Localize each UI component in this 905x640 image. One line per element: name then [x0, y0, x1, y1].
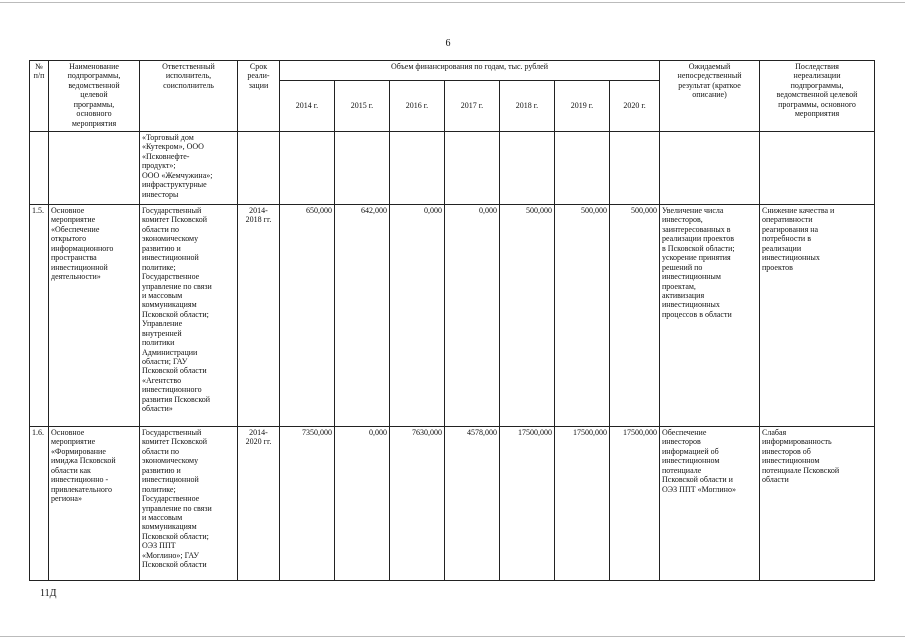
footer-code: 11Д	[40, 588, 57, 599]
cell-value	[280, 132, 335, 205]
cell-value: 17500,000	[500, 427, 555, 581]
cell-value: 650,000	[280, 205, 335, 427]
cell-value: 500,000	[610, 205, 660, 427]
cell-executor: «Торговый дом «Кутекром», ООО «Псковнефте- продукт»; ООО «Жемчужина»; инфраструктурные инвесторы	[140, 132, 238, 205]
cell-name: Основное мероприятие «Формирование имиджа Псковской области как инвестиционно - привлекательного региона»	[49, 427, 140, 581]
cell-result	[660, 132, 760, 205]
header-year: 2014 г.	[280, 81, 335, 132]
header-executor: Ответственный исполнитель, соисполнитель	[140, 61, 238, 132]
scan-edge-bottom	[0, 636, 905, 637]
cell-num	[30, 132, 49, 205]
header-year: 2019 г.	[555, 81, 610, 132]
cell-executor: Государственный комитет Псковской области по экономическому развитию и инвестиционной политике; Государственное управление по связи и массовым коммуникациям Псковской области; ОЭЗ ППТ «Моглино»; ГАУ Псковской области	[140, 427, 238, 581]
cell-value	[445, 132, 500, 205]
cell-result: Увеличение числа инвесторов, заинтересованных в реализации проектов в Псковской области; ускорение принятия решений по инвестиционным проектам, активизация инвестиционных процессов в области	[660, 205, 760, 427]
cell-value: 642,000	[335, 205, 390, 427]
cell-value: 0,000	[390, 205, 445, 427]
cell-num: 1.5.	[30, 205, 49, 427]
cell-value: 4578,000	[445, 427, 500, 581]
cell-value: 17500,000	[555, 427, 610, 581]
cell-value	[610, 132, 660, 205]
header-year: 2017 г.	[445, 81, 500, 132]
header-consequence: Последствия нереализации подпрограммы, ведомственной целевой программы, основного мероприятия	[760, 61, 875, 132]
cell-num: 1.6.	[30, 427, 49, 581]
cell-consequence: Снижение качества и оперативности реагирования на потребности в реализации инвестиционных проектов	[760, 205, 875, 427]
cell-consequence	[760, 132, 875, 205]
cell-value: 17500,000	[610, 427, 660, 581]
cell-consequence: Слабая информированность инвесторов об инвестиционном потенциале Псковской области	[760, 427, 875, 581]
cell-value: 0,000	[445, 205, 500, 427]
cell-value	[500, 132, 555, 205]
header-name: Наименование подпрограммы, ведомственной целевой программы, основного мероприятия	[49, 61, 140, 132]
cell-value	[390, 132, 445, 205]
header-year: 2016 г.	[390, 81, 445, 132]
cell-value	[335, 132, 390, 205]
header-year: 2018 г.	[500, 81, 555, 132]
cell-executor: Государственный комитет Псковской области по экономическому развитию и инвестиционной политике; Государственное управление по связи и массовым коммуникациям Псковской области; Управление внутренней политики Администрации области; ГАУ Псковской области «Агентство инвестиционного развития Псковской области»	[140, 205, 238, 427]
header-year: 2020 г.	[610, 81, 660, 132]
header-term: Срок реали- зации	[238, 61, 280, 132]
table-row	[30, 205, 875, 427]
cell-name	[49, 132, 140, 205]
scan-edge-top	[0, 2, 905, 3]
cell-value: 500,000	[555, 205, 610, 427]
table-row-continuation	[30, 132, 875, 205]
cell-value: 7630,000	[390, 427, 445, 581]
page-number: 6	[445, 38, 451, 49]
cell-value	[555, 132, 610, 205]
header-funding: Объем финансирования по годам, тыс. рублей	[280, 61, 660, 81]
cell-result: Обеспечение инвесторов информацией об инвестиционном потенциале Псковской области и ОЭЗ ППТ «Моглино»	[660, 427, 760, 581]
cell-name: Основное мероприятие «Обеспечение открытого информационного пространства инвестиционной деятельности»	[49, 205, 140, 427]
header-result: Ожидаемый непосредственный результат (краткое описание)	[660, 61, 760, 132]
cell-term: 2014- 2018 гг.	[238, 205, 280, 427]
cell-term: 2014- 2020 гг.	[238, 427, 280, 581]
cell-value: 0,000	[335, 427, 390, 581]
header-year: 2015 г.	[335, 81, 390, 132]
header-num: № п/п	[30, 61, 49, 132]
cell-value: 7350,000	[280, 427, 335, 581]
table-row	[30, 427, 875, 581]
cell-value: 500,000	[500, 205, 555, 427]
funding-table	[29, 60, 875, 581]
cell-term	[238, 132, 280, 205]
header-row-top	[30, 61, 875, 81]
